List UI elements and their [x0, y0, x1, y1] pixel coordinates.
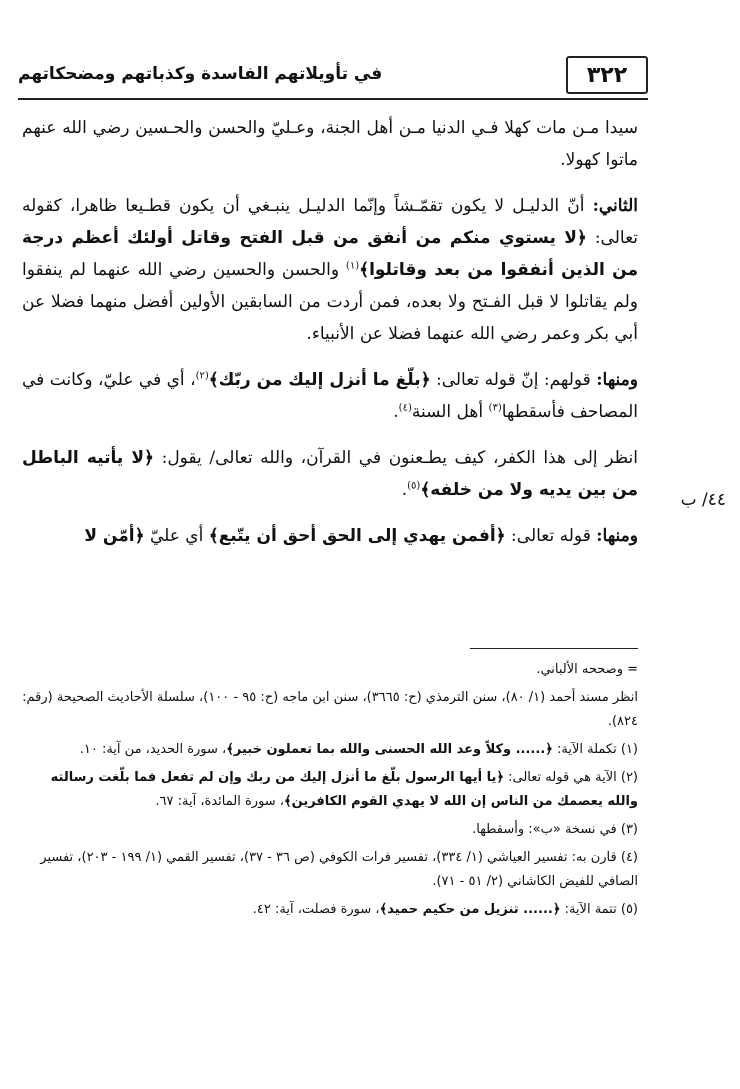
footnote-4: (٤) قارن به: تفسير العياشي (١/ ٣٣٤)، تفسير فرات الكوفي (ص ٣٦ - ٣٧)، تفسير القمي (١/ ١٩٩ - ٢٠٣)، تفسير الصافي للفيض الكاشاني (٢/ ٥١ - ٧١).: [40, 850, 638, 889]
paragraph-text: قوله تعالى:: [505, 526, 597, 546]
quran-verse: ﴿لا يستوي منكم من أنفق من قبل الفتح وقاتل أولئك أعظم درجة من الذين أنفقوا من بعد وقاتلوا﴾: [22, 228, 638, 280]
paragraph-lead: ومنها:: [596, 526, 638, 546]
footnote-text: (٥) تتمة الآية:: [560, 902, 638, 917]
footnote-3: (٣) في نسخة «ب»: وأسقطها.: [472, 822, 638, 837]
paragraph-text: أي عليّ: [144, 526, 209, 546]
footnote-continuation: = وصححه الألباني.: [536, 662, 638, 677]
paragraph-text: ، أي في عليّ، وكانت في المصاحف فأسقطها: [22, 370, 638, 422]
paragraph-text: أنّ الدليـل لا يكون تقمّـشاً وإنّما الدليـل ينبـغي أن يكون قطـيعا ظاهرا، كقوله تعالى:: [22, 196, 639, 248]
footnote-ref: (١): [345, 260, 360, 272]
running-title: في تأويلاتهم الفاسدة وكذباتهم ومضحكاتهم: [18, 64, 383, 84]
paragraph-text: .: [393, 402, 399, 422]
footnote-text: ، سورة فصلت، آية: ٤٢.: [252, 902, 380, 917]
quran-verse: ﴿أفمن يهدي إلى الحق أحق أن يتّبع﴾: [208, 526, 506, 546]
paragraph-text: .: [401, 480, 408, 500]
page-header: [18, 52, 648, 100]
footnote-ref: (٤): [398, 402, 412, 414]
paragraph-3: [22, 364, 638, 428]
paragraph-lead: الثاني:: [592, 196, 638, 216]
paragraph-2: [22, 190, 638, 350]
main-text: [22, 112, 638, 566]
paragraph-4: [22, 442, 638, 506]
quran-verse: ﴿يا أيها الرسول بلّغ ما أنزل إليك من ربك وإن لم تفعل فما بلّغت رسالته والله يعصمك من الناس إن الله لا يهدي القوم الكافرين﴾: [50, 770, 638, 809]
paragraph-lead: ومنها:: [596, 370, 638, 390]
footnote-5: [22, 898, 638, 922]
footnote-ref: (٣): [488, 402, 502, 414]
quran-verse: ﴿...... وكلاً وعد الله الحسنى والله بما تعملون خبير﴾: [226, 742, 553, 757]
manuscript-folio-note: ٤٤/ ب: [680, 490, 726, 510]
footnote-2: [22, 766, 638, 814]
paragraph-1: سيدا مـن مات كهلا فـي الدنيا مـن أهل الجنة، وعـليّ والحسن والحـسين رضي الله عنهم ماتوا كهولا.: [22, 118, 638, 170]
footnote-divider: [470, 648, 638, 649]
footnote-ref: (٥): [407, 480, 421, 492]
footnote-text: (١) تكملة الآية:: [552, 742, 638, 757]
footnote-text: ، سورة المائدة، آية: ٦٧.: [155, 794, 284, 809]
footnote-text: (٢) الآية هي قوله تعالى:: [504, 770, 638, 785]
quran-verse: ﴿لا يأتيه الباطل من بين يديه ولا من خلفه﴾: [22, 448, 638, 500]
paragraph-text: والحسن والحسين رضي الله عنهما لم ينفقوا ولم يقاتلوا لا قبل الفـتح ولا بعده، فمن أردت من السابقين الأولين أفضل منهما فضلا عن أبي بكر وعمر رضي الله عنهما فضلا عن الأنبياء.: [22, 260, 638, 344]
paragraph-text: انظر إلى هذا الكفر، كيف يطـعنون في القرآن، والله تعالى/ يقول:: [153, 448, 638, 468]
quran-verse: ﴿...... تنزيل من حكيم حميد﴾: [379, 902, 561, 917]
quran-verse: ﴿بلّغ ما أنزل إليك من ربّك﴾: [208, 370, 431, 390]
footnote-ref: (٢): [195, 370, 209, 382]
header-rule: [18, 98, 648, 100]
page-number: ٣٢٢: [566, 56, 648, 94]
footnote-continuation: انظر مسند أحمد (١/ ٨٠)، سنن الترمذي (ح: ٣٦٦٥)، سنن ابن ماجه (ح: ٩٥ - ١٠٠)، سلسلة الأحاديث الصحيحة (رقم: ٨٢٤).: [22, 690, 638, 729]
paragraph-text: قولهم: إنّ قوله تعالى:: [430, 370, 597, 390]
footnote-1: [22, 738, 638, 762]
paragraph-text: أهل السنة: [411, 402, 489, 422]
quran-verse: ﴿أمّن لا: [84, 526, 145, 546]
footnote-text: ، سورة الحديد، من آية: ١٠.: [79, 742, 227, 757]
paragraph-5: [22, 520, 638, 552]
footnotes: [22, 658, 638, 926]
